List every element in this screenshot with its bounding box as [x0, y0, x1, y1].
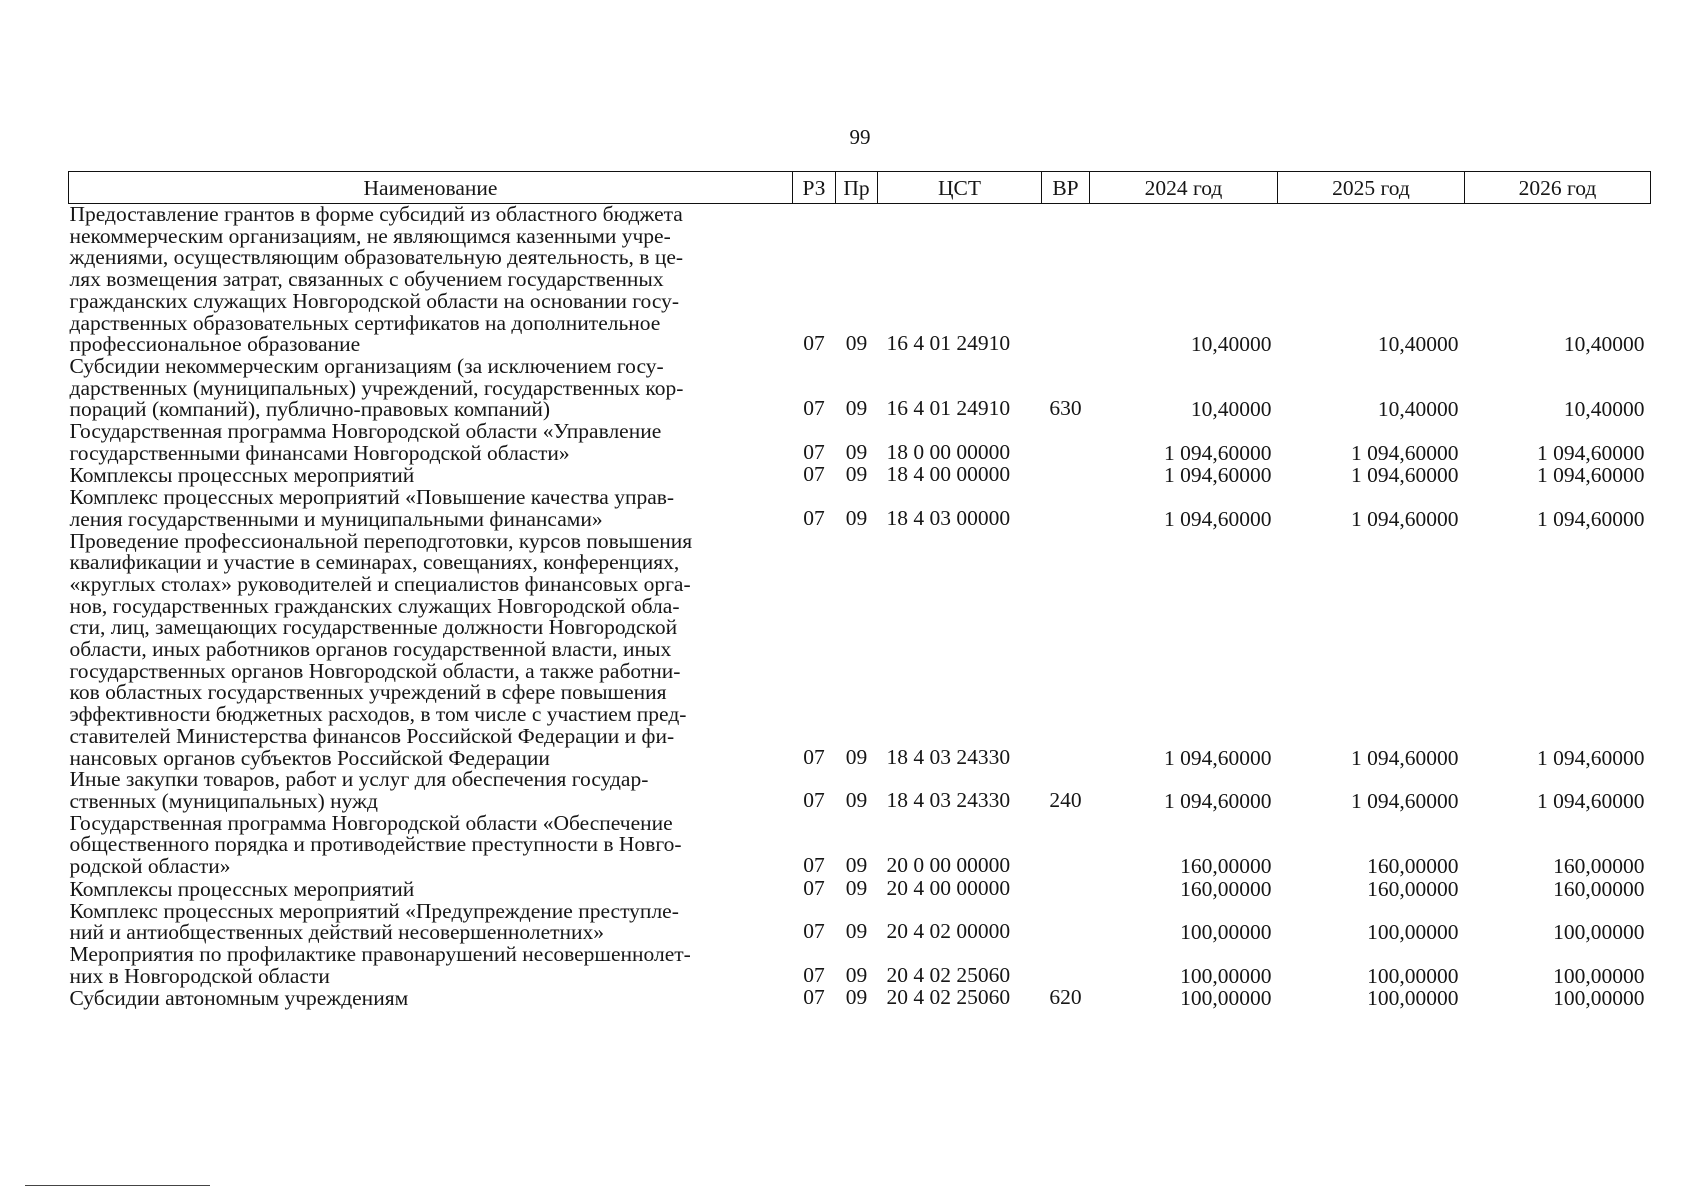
row-vr: 630 — [1049, 396, 1082, 421]
table-row — [69, 464, 1651, 487]
row-amount-2024: 1 094,60000 — [1164, 506, 1272, 531]
row-name-line: государственными финансами Новгородской области» — [69, 440, 570, 465]
row-pr: 09 — [845, 787, 868, 812]
row-name-line: ления государственными и муниципальными финансами» — [69, 506, 603, 531]
row-rz: 07 — [803, 505, 825, 530]
row-cst: 16 4 01 24910 — [886, 331, 1011, 356]
header-year-2025: 2025 год — [1278, 172, 1465, 204]
row-name — [69, 487, 793, 530]
row-vr: 240 — [1049, 787, 1082, 812]
row-name-line: Государственная программа Новгородской области «Обеспечение — [69, 810, 673, 835]
row-name-line: ков областных государственных учреждений в сфере повышения — [69, 680, 667, 705]
row-cst: 18 4 00 00000 — [886, 462, 1011, 487]
row-name — [69, 528, 793, 770]
row-name-line: Субсидии автономным учреждениям — [69, 986, 409, 1011]
row-rz: 07 — [803, 962, 825, 987]
row-name-line: ний и антиобщественных действий несовершеннолетних» — [69, 920, 605, 945]
row-name-line: ственных (муниципальных) нужд — [69, 788, 378, 813]
row-cst: 20 4 02 25060 — [886, 985, 1011, 1010]
row-name — [69, 769, 793, 812]
row-cst: 18 0 00 00000 — [886, 439, 1011, 464]
row-amount-2024: 160,00000 — [1180, 854, 1272, 879]
row-vr — [1042, 878, 1090, 901]
row-name-line: Иные закупки товаров, работ и услуг для обеспечения государ- — [69, 767, 649, 792]
row-name-line: Субсидии некоммерческим организациям (за исключением госу- — [69, 353, 664, 378]
table-row — [69, 944, 1651, 987]
row-name — [69, 898, 793, 945]
row-name-line: Мероприятия по профилактике правонарушений несовершеннолет- — [69, 941, 691, 966]
row-name-line: лях возмещения затрат, связанных с обучением государственных — [69, 267, 664, 292]
row-amount-2026: 1 094,60000 — [1537, 463, 1645, 488]
row-name-line: Комплекс процессных мероприятий «Предупреждение преступле- — [69, 898, 679, 923]
table-row — [69, 769, 1651, 812]
row-amount-2026: 100,00000 — [1553, 920, 1645, 945]
table-row — [69, 901, 1651, 944]
row-cst: 18 4 03 24330 — [886, 744, 1011, 769]
header-rz: РЗ — [793, 172, 836, 204]
row-amount-2024: 10,40000 — [1190, 332, 1272, 357]
row-name-line: некоммерческим организациям, не являющимся казенными учре- — [69, 223, 671, 248]
row-name-line: Комплекс процессных мероприятий «Повышение качества управ- — [69, 485, 675, 510]
row-amount-2024: 160,00000 — [1180, 876, 1272, 901]
row-amount-2024: 100,00000 — [1180, 986, 1272, 1011]
row-rz: 07 — [803, 462, 825, 487]
table-row — [69, 987, 1651, 1010]
table-body — [69, 204, 1651, 1011]
row-pr: 09 — [845, 853, 868, 878]
header-vr: ВР — [1042, 172, 1090, 204]
row-amount-2026: 10,40000 — [1563, 397, 1645, 422]
row-name-line: дарственных образовательных сертификатов на дополнительное — [69, 310, 661, 335]
row-amount-2026: 10,40000 — [1563, 332, 1645, 357]
row-name-line: Комплексы процессных мероприятий — [69, 463, 415, 488]
table-header — [69, 172, 1651, 204]
row-name — [69, 353, 793, 422]
row-amount-2025: 10,40000 — [1377, 332, 1459, 357]
row-amount-2024: 1 094,60000 — [1164, 788, 1272, 813]
row-vr — [1042, 487, 1090, 530]
row-amount-2025: 10,40000 — [1377, 397, 1459, 422]
table-row — [69, 531, 1651, 770]
footer-rule — [25, 1185, 210, 1186]
row-amount-2025: 100,00000 — [1367, 963, 1459, 988]
row-cst: 20 4 02 00000 — [886, 919, 1011, 944]
row-name-line: дарственных (муниципальных) учреждений, государственных кор- — [69, 375, 684, 400]
row-amount-2026: 1 094,60000 — [1537, 745, 1645, 770]
row-cst: 20 4 02 25060 — [886, 962, 1011, 987]
row-vr: 620 — [1049, 985, 1082, 1010]
table-row — [69, 487, 1651, 530]
row-name-line: эффективности бюджетных расходов, в том числе с участием пред- — [69, 702, 687, 727]
row-cst: 18 4 03 00000 — [886, 505, 1011, 530]
budget-table — [68, 171, 1651, 1010]
row-name — [69, 987, 793, 1010]
row-name-line: Проведение профессиональной переподготовки, курсов повышения — [69, 528, 693, 553]
row-pr: 09 — [845, 875, 868, 900]
row-amount-2026: 160,00000 — [1553, 854, 1645, 879]
row-amount-2026: 100,00000 — [1553, 963, 1645, 988]
row-pr: 09 — [845, 962, 868, 987]
row-name — [69, 464, 793, 487]
row-amount-2026: 1 094,60000 — [1537, 440, 1645, 465]
row-name-line: них в Новгородской области — [69, 963, 330, 988]
row-name — [69, 421, 793, 464]
header-cst: ЦСТ — [878, 172, 1042, 204]
row-amount-2024: 1 094,60000 — [1164, 440, 1272, 465]
row-name-line: ждениями, осуществляющим образовательную деятельность, в це- — [69, 245, 684, 270]
row-pr: 09 — [845, 439, 868, 464]
row-amount-2025: 1 094,60000 — [1351, 745, 1459, 770]
row-vr — [1042, 901, 1090, 944]
row-cst: 20 4 00 00000 — [886, 875, 1011, 900]
row-vr — [1042, 813, 1090, 878]
row-cst: 18 4 03 24330 — [886, 787, 1011, 812]
row-rz: 07 — [803, 919, 825, 944]
row-name-line: квалификации и участие в семинарах, совещаниях, конференциях, — [69, 550, 680, 575]
row-rz: 07 — [803, 875, 825, 900]
row-name — [69, 204, 793, 356]
row-name-line: Предоставление грантов в форме субсидий из областного бюджета — [69, 202, 683, 226]
table-row — [69, 421, 1651, 464]
row-pr: 09 — [845, 396, 868, 421]
row-vr — [1042, 204, 1090, 356]
row-amount-2024: 100,00000 — [1180, 963, 1272, 988]
row-amount-2025: 100,00000 — [1367, 920, 1459, 945]
row-cst: 20 0 00 00000 — [886, 853, 1011, 878]
row-amount-2024: 1 094,60000 — [1164, 463, 1272, 488]
row-amount-2025: 160,00000 — [1367, 876, 1459, 901]
table-row — [69, 813, 1651, 878]
row-amount-2026: 1 094,60000 — [1537, 788, 1645, 813]
row-rz: 07 — [803, 853, 825, 878]
row-amount-2025: 1 094,60000 — [1351, 506, 1459, 531]
row-name-line: общественного порядка и противодействие преступности в Новго- — [69, 832, 682, 857]
row-pr: 09 — [845, 985, 868, 1010]
row-pr: 09 — [845, 331, 868, 356]
header-year-2026: 2026 год — [1465, 172, 1651, 204]
row-amount-2026: 160,00000 — [1553, 876, 1645, 901]
row-pr: 09 — [845, 919, 868, 944]
row-rz: 07 — [803, 331, 825, 356]
row-rz: 07 — [803, 439, 825, 464]
row-vr — [1042, 464, 1090, 487]
row-rz: 07 — [803, 396, 825, 421]
header-name: Наименование — [69, 172, 793, 204]
table-row — [69, 356, 1651, 421]
row-name-line: сти, лиц, замещающих государственные должности Новгородской — [69, 615, 678, 640]
row-name-line: пораций (компаний), публично-правовых компаний) — [69, 397, 551, 422]
page-number: 99 — [849, 125, 871, 149]
row-amount-2025: 1 094,60000 — [1351, 788, 1459, 813]
header-pr: Пр — [836, 172, 878, 204]
row-amount-2024: 100,00000 — [1180, 920, 1272, 945]
row-pr: 09 — [845, 505, 868, 530]
row-rz: 07 — [803, 744, 825, 769]
row-amount-2026: 1 094,60000 — [1537, 506, 1645, 531]
row-name-line: области, иных работников органов государственной власти, иных — [69, 637, 672, 662]
table-row — [69, 878, 1651, 901]
row-vr — [1042, 421, 1090, 464]
row-pr: 09 — [845, 462, 868, 487]
row-vr — [1042, 944, 1090, 987]
row-name — [69, 941, 793, 988]
row-amount-2025: 100,00000 — [1367, 986, 1459, 1011]
row-name-line: гражданских служащих Новгородской области на основании госу- — [69, 288, 679, 313]
row-amount-2025: 1 094,60000 — [1351, 463, 1459, 488]
table-row — [69, 204, 1651, 356]
row-name-line: государственных органов Новгородской области, а также работни- — [69, 658, 681, 683]
row-name-line: «круглых столах» руководителей и специалистов финансовых орга- — [69, 571, 691, 596]
row-amount-2026: 100,00000 — [1553, 986, 1645, 1011]
row-vr — [1042, 531, 1090, 770]
row-cst: 16 4 01 24910 — [886, 396, 1011, 421]
row-amount-2025: 1 094,60000 — [1351, 440, 1459, 465]
row-name-line: нансовых органов субъектов Российской Федерации — [69, 745, 550, 770]
row-amount-2024: 1 094,60000 — [1164, 745, 1272, 770]
row-name — [69, 810, 793, 879]
row-rz: 07 — [803, 787, 825, 812]
row-name — [69, 878, 793, 901]
row-pr: 09 — [845, 744, 868, 769]
row-amount-2024: 10,40000 — [1190, 397, 1272, 422]
row-name-line: профессиональное образование — [69, 332, 361, 357]
row-rz: 07 — [803, 985, 825, 1010]
header-year-2024: 2024 год — [1090, 172, 1278, 204]
row-name-line: нов, государственных гражданских служащих Новгородской обла- — [69, 593, 680, 618]
row-amount-2025: 160,00000 — [1367, 854, 1459, 879]
row-name-line: Государственная программа Новгородской области «Управление — [69, 419, 662, 444]
row-name-line: родской области» — [69, 854, 231, 879]
row-name-line: Комплексы процессных мероприятий — [69, 876, 415, 901]
row-name-line: ставителей Министерства финансов Российской Федерации и фи- — [69, 723, 675, 748]
